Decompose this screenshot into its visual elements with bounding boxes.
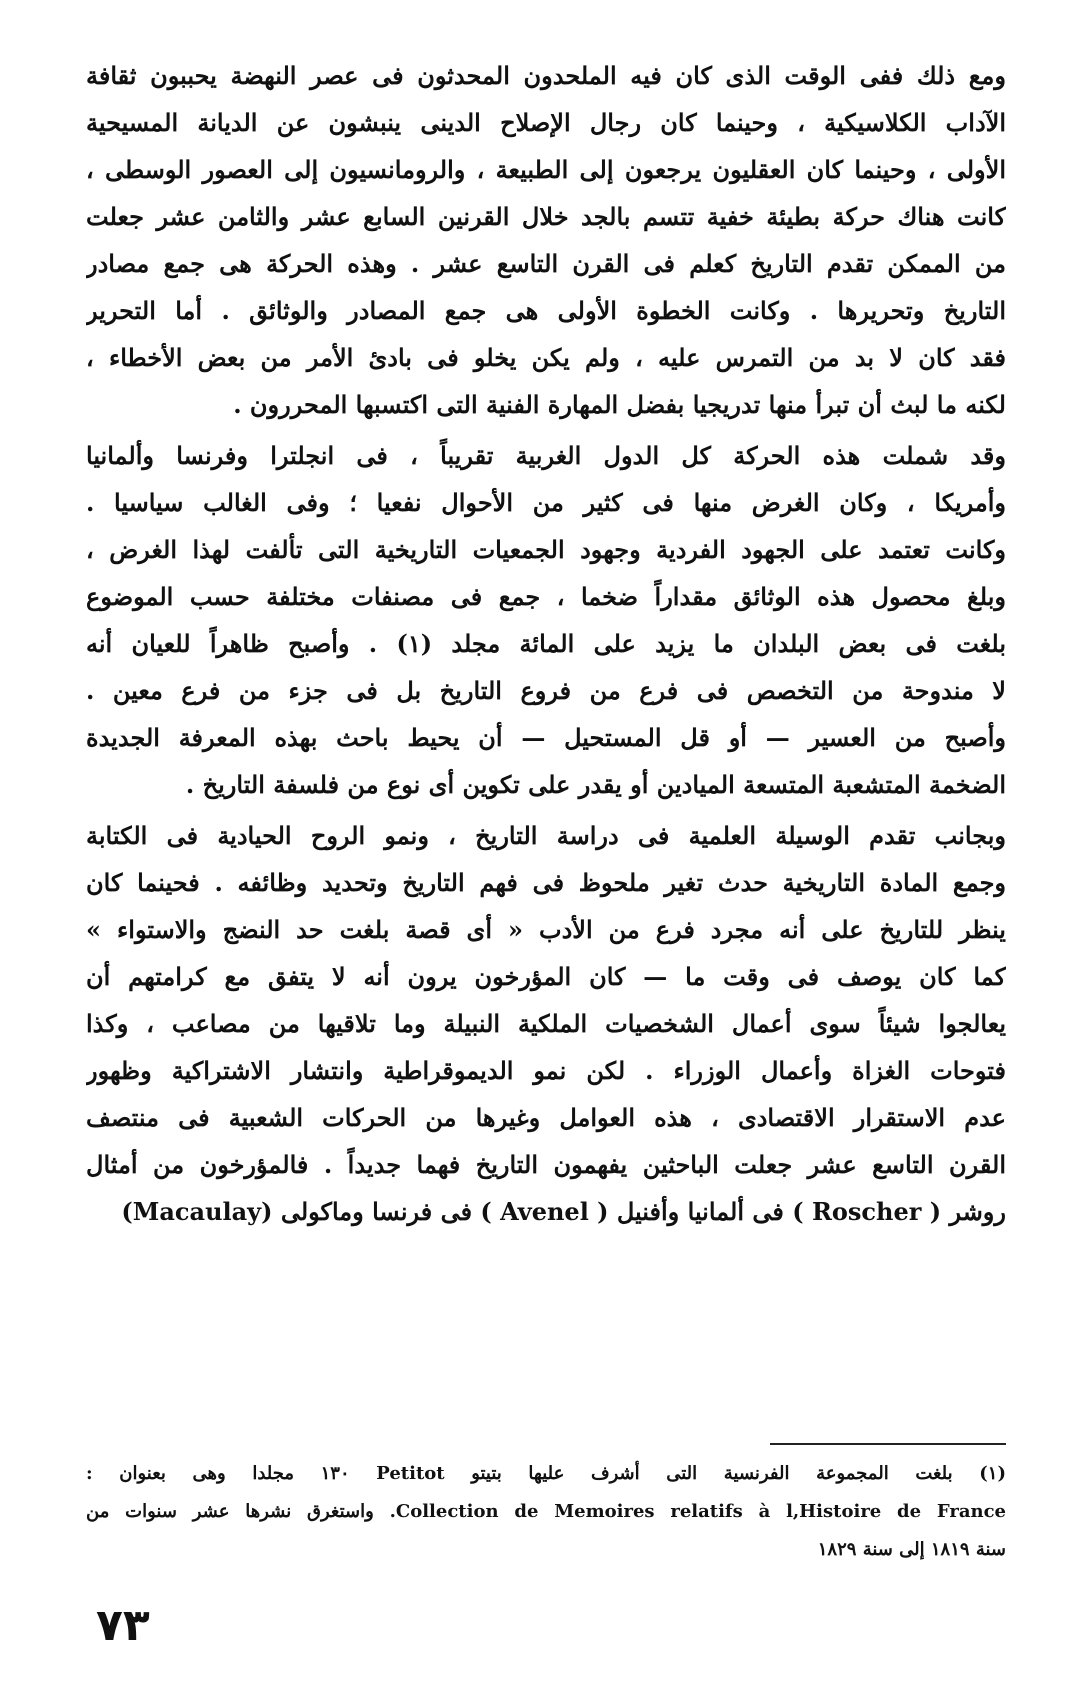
body-text: [86, 52, 1006, 1235]
text-line: الأولى ، وحينما كان العقليون يرجعون إلى الطبيعة ، والرومانسيون إلى العصور الوسطى ،: [86, 155, 1006, 184]
text-line: بلغت فى بعض البلدان ما يزيد على المائة مجلد (١) . وأصبح ظاهراً للعيان أنه: [86, 629, 1006, 658]
footnote-line: سنة ١٨١٩ إلى سنة ١٨٢٩: [817, 1539, 1006, 1560]
text-line: وأمريكا ، وكان الغرض منها فى كثير من الأحوال نفعيا ؛ وفى الغالب سياسيا .: [86, 488, 1006, 517]
footnote: [86, 1455, 1006, 1569]
text-line: كانت هناك حركة بطيئة خفية تتسم بالجد خلال القرنين السابع عشر والثامن عشر جعلت: [86, 202, 1006, 231]
text-line: القرن التاسع عشر جعلت الباحثين يفهمون التاريخ فهما جديداً . فالمؤرخون من أمثال: [86, 1150, 1006, 1179]
text-line: الضخمة المتشعبة المتسعة الميادين أو يقدر على تكوين أى نوع من فلسفة التاريخ .: [185, 770, 1006, 799]
page-number: ٧٣: [96, 1600, 150, 1651]
paragraph-1: [86, 52, 1006, 428]
text-line: يعالجوا شيئاً سوى أعمال الشخصيات الملكية النبيلة وما تلاقيها من مصاعب ، وكذا: [86, 1009, 1006, 1038]
text-line: وبلغ محصول هذه الوثائق مقداراً ضخما ، جمع فى مصنفات مختلفة حسب الموضوع: [86, 582, 1006, 611]
text-line: ومع ذلك ففى الوقت الذى كان فيه الملحدون المحدثون فى عصر النهضة يحببون ثقافة: [86, 61, 1006, 90]
text-line: فتوحات الغزاة وأعمال الوزراء . لكن نمو الديموقراطية وانتشار الاشتراكية وظهور: [86, 1056, 1006, 1085]
text-line: فقد كان لا بد من التمرس عليه ، ولم يكن يخلو فى بادئ الأمر من بعض الأخطاء ،: [86, 343, 1006, 372]
footnote-line: (١) بلغت المجموعة الفرنسية التى أشرف عليها بتيتو Petitot ١٣٠ مجلدا وهى بعنوان :: [86, 1463, 1006, 1484]
text-line: من الممكن تقدم التاريخ كعلم فى القرن التاسع عشر . وهذه الحركة هى جمع مصادر: [86, 249, 1006, 278]
footnote-line: Collection de Memoires relatifs à l,Histoire de France. واستغرق نشرها عشر سنوات من: [86, 1501, 1006, 1522]
text-line: وجمع المادة التاريخية حدث تغير ملحوظ فى فهم التاريخ وتحديد وظائفه . فحينما كان: [86, 868, 1006, 897]
text-line: كما كان يوصف فى وقت ما — كان المؤرخون يرون أنه لا يتفق مع كرامتهم أن: [86, 962, 1006, 991]
footnote-divider: [770, 1443, 1006, 1445]
text-line: وكانت تعتمد على الجهود الفردية وجهود الجمعيات التاريخية التى تألفت لهذا الغرض ،: [86, 535, 1006, 564]
text-line: لكنه ما لبث أن تبرأ منها تدريجيا بفضل المهارة الفنية التى اكتسبها المحررون .: [233, 390, 1006, 419]
text-line: وبجانب تقدم الوسيلة العلمية فى دراسة التاريخ ، ونمو الروح الحيادية فى الكتابة: [86, 821, 1006, 850]
text-line: ينظر للتاريخ على أنه مجرد فرع من الأدب « أى قصة بلغت حد النضج والاستواء »: [86, 915, 1006, 944]
paragraph-3: [86, 812, 1006, 1235]
paragraph-2: [86, 432, 1006, 808]
text-line: الآداب الكلاسيكية ، وحينما كان رجال الإصلاح الدينى ينبشون عن الديانة المسيحية: [86, 108, 1006, 137]
text-line: وأصبح من العسير — أو قل المستحيل — أن يحيط باحث بهذه المعرفة الجديدة: [86, 723, 1006, 752]
text-line: وقد شملت هذه الحركة كل الدول الغربية تقريباً ، فى انجلترا وفرنسا وألمانيا: [86, 441, 1006, 470]
text-line: لا مندوحة من التخصص فى فرع من فروع التاريخ بل فى جزء من فرع معين .: [86, 676, 1006, 705]
text-line: التاريخ وتحريرها . وكانت الخطوة الأولى هى جمع المصادر والوثائق . أما التحرير: [86, 296, 1006, 325]
text-line: روشر ( Roscher ) فى ألمانيا وأفنيل ( Avenel ) فى فرنسا وماكولى (Macaulay): [121, 1197, 1006, 1226]
text-line: عدم الاستقرار الاقتصادى ، هذه العوامل وغيرها من الحركات الشعبية فى منتصف: [86, 1103, 1006, 1132]
